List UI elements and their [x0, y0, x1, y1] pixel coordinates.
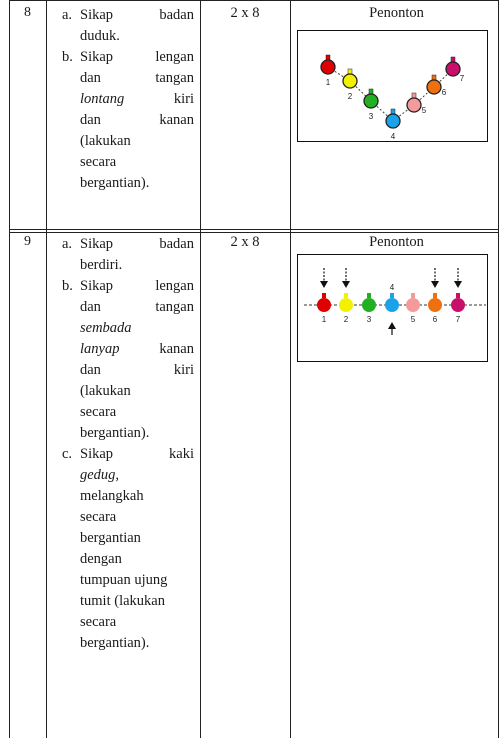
- tempo-count: 2 x 8: [230, 5, 260, 21]
- audience-label: Penonton: [369, 5, 424, 21]
- step-description: [62, 234, 194, 654]
- dancer-head: [390, 293, 394, 298]
- dancer-number: 1: [321, 315, 327, 324]
- item-line: dan kanan: [80, 112, 194, 128]
- dancer-number: 7: [455, 315, 461, 324]
- item-line: (lakukan: [80, 383, 131, 399]
- row-number: 9: [24, 234, 31, 249]
- dancer-number: 7: [459, 74, 465, 83]
- dancer-number: 2: [343, 315, 349, 324]
- dancer-head: [369, 89, 373, 94]
- italic-term: lanyap: [80, 341, 120, 357]
- dancer-number: 4: [390, 132, 396, 141]
- item-line: dengan: [80, 551, 122, 567]
- dancer-head: [456, 293, 460, 298]
- item-line: gedug,: [80, 467, 120, 483]
- item-label: a.: [62, 236, 73, 252]
- item-label: b.: [62, 278, 73, 294]
- dancer-head: [322, 293, 326, 298]
- dancer-marker: [317, 293, 331, 324]
- dancer-body: [364, 94, 378, 108]
- item-line: secara: [80, 404, 117, 420]
- dancer-head: [391, 109, 395, 114]
- formation-diagram-line: [297, 254, 488, 362]
- dancer-number: 5: [410, 315, 416, 324]
- dancer-body: [428, 298, 442, 312]
- item-line: Sikap lengan: [80, 49, 194, 65]
- column-divider-1: [46, 0, 47, 738]
- formation-diagram-v: [297, 30, 488, 142]
- dancer-marker: [446, 57, 465, 83]
- dancer-marker: [386, 109, 400, 141]
- item-line: sembada: [80, 320, 132, 336]
- dancer-body: [427, 80, 441, 94]
- column-divider-2: [200, 0, 201, 738]
- formation-line-svg: [298, 255, 489, 363]
- item-line: dan tangan: [80, 299, 194, 315]
- tempo-count: 2 x 8: [230, 234, 260, 250]
- dancer-body: [317, 298, 331, 312]
- item-label: c.: [62, 446, 73, 462]
- item-line: bergantian).: [80, 425, 150, 441]
- item-line: bergantian: [80, 530, 141, 546]
- dancer-head: [326, 55, 330, 60]
- dancer-marker: [406, 293, 420, 324]
- dancer-head: [451, 57, 455, 62]
- dancer-number: 1: [325, 78, 331, 87]
- arrow-down-icon: [431, 281, 439, 288]
- item-line: Sikap kaki: [80, 446, 194, 462]
- item-line: secara: [80, 509, 117, 525]
- dancer-marker: [362, 293, 376, 324]
- dancer-marker: [321, 55, 335, 87]
- audience-label: Penonton: [369, 234, 424, 250]
- table-border-left: [9, 0, 10, 738]
- arrow-up-icon: [388, 322, 396, 329]
- dancer-head: [348, 69, 352, 74]
- dancer-number: 2: [347, 92, 353, 101]
- item-line: secara: [80, 154, 117, 170]
- table-border-top: [9, 0, 499, 1]
- column-divider-3: [290, 0, 291, 738]
- item-line: lontang kiri: [80, 91, 194, 107]
- list-item: [62, 47, 194, 194]
- item-line: bergantian).: [80, 175, 150, 191]
- dancer-body: [339, 298, 353, 312]
- item-line: bergantian).: [80, 635, 150, 651]
- dancer-number: 6: [441, 88, 447, 97]
- row-divider: [9, 229, 499, 230]
- item-line: duduk.: [80, 28, 120, 44]
- item-line: secara: [80, 614, 117, 630]
- dancer-head: [432, 75, 436, 80]
- dancer-number: 3: [366, 315, 372, 324]
- dancer-body: [343, 74, 357, 88]
- arrow-down-icon: [454, 281, 462, 288]
- dancer-head: [367, 293, 371, 298]
- item-line: lanyap kanan: [80, 341, 194, 357]
- formation-v-svg: [298, 31, 489, 143]
- item-line: Sikap badan: [80, 236, 194, 252]
- dancer-body: [385, 298, 399, 312]
- list-item: [62, 444, 194, 654]
- dancer-body: [446, 62, 460, 76]
- dancer-number: 6: [432, 315, 438, 324]
- dancer-body: [407, 98, 421, 112]
- list-item: [62, 234, 194, 276]
- arrow-down-icon: [320, 281, 328, 288]
- dancer-number: 5: [421, 106, 427, 115]
- item-line: Sikap badan: [80, 7, 194, 23]
- dancer-head: [412, 93, 416, 98]
- item-line: dan kiri: [80, 362, 194, 378]
- dancer-body: [386, 114, 400, 128]
- italic-term: lontang: [80, 91, 125, 107]
- dancer-head: [411, 293, 415, 298]
- dancer-body: [321, 60, 335, 74]
- dancer-number: 4: [389, 283, 395, 292]
- dancer-body: [451, 298, 465, 312]
- dancer-marker: [364, 89, 378, 121]
- dancer-head: [433, 293, 437, 298]
- dancer-marker: [385, 283, 399, 312]
- item-line: Sikap lengan: [80, 278, 194, 294]
- dancer-body: [362, 298, 376, 312]
- list-item: [62, 276, 194, 444]
- item-line: tumpuan ujung: [80, 572, 168, 588]
- dancer-marker: [339, 293, 353, 324]
- dancer-marker: [343, 69, 357, 101]
- dancer-marker: [428, 293, 442, 324]
- dancer-marker: [451, 293, 465, 324]
- item-line: tumit (lakukan: [80, 593, 165, 609]
- row-divider-double: [9, 232, 499, 233]
- item-line: melangkah: [80, 488, 144, 504]
- dancer-head: [344, 293, 348, 298]
- item-label: b.: [62, 49, 73, 65]
- list-item: [62, 5, 194, 47]
- item-label: a.: [62, 7, 73, 23]
- item-line: berdiri.: [80, 257, 123, 273]
- item-line: (lakukan: [80, 133, 131, 149]
- dancer-body: [406, 298, 420, 312]
- item-line: dan tangan: [80, 70, 194, 86]
- step-description: [62, 5, 194, 194]
- dancer-number: 3: [368, 112, 374, 121]
- row-number: 8: [24, 5, 31, 20]
- arrow-down-icon: [342, 281, 350, 288]
